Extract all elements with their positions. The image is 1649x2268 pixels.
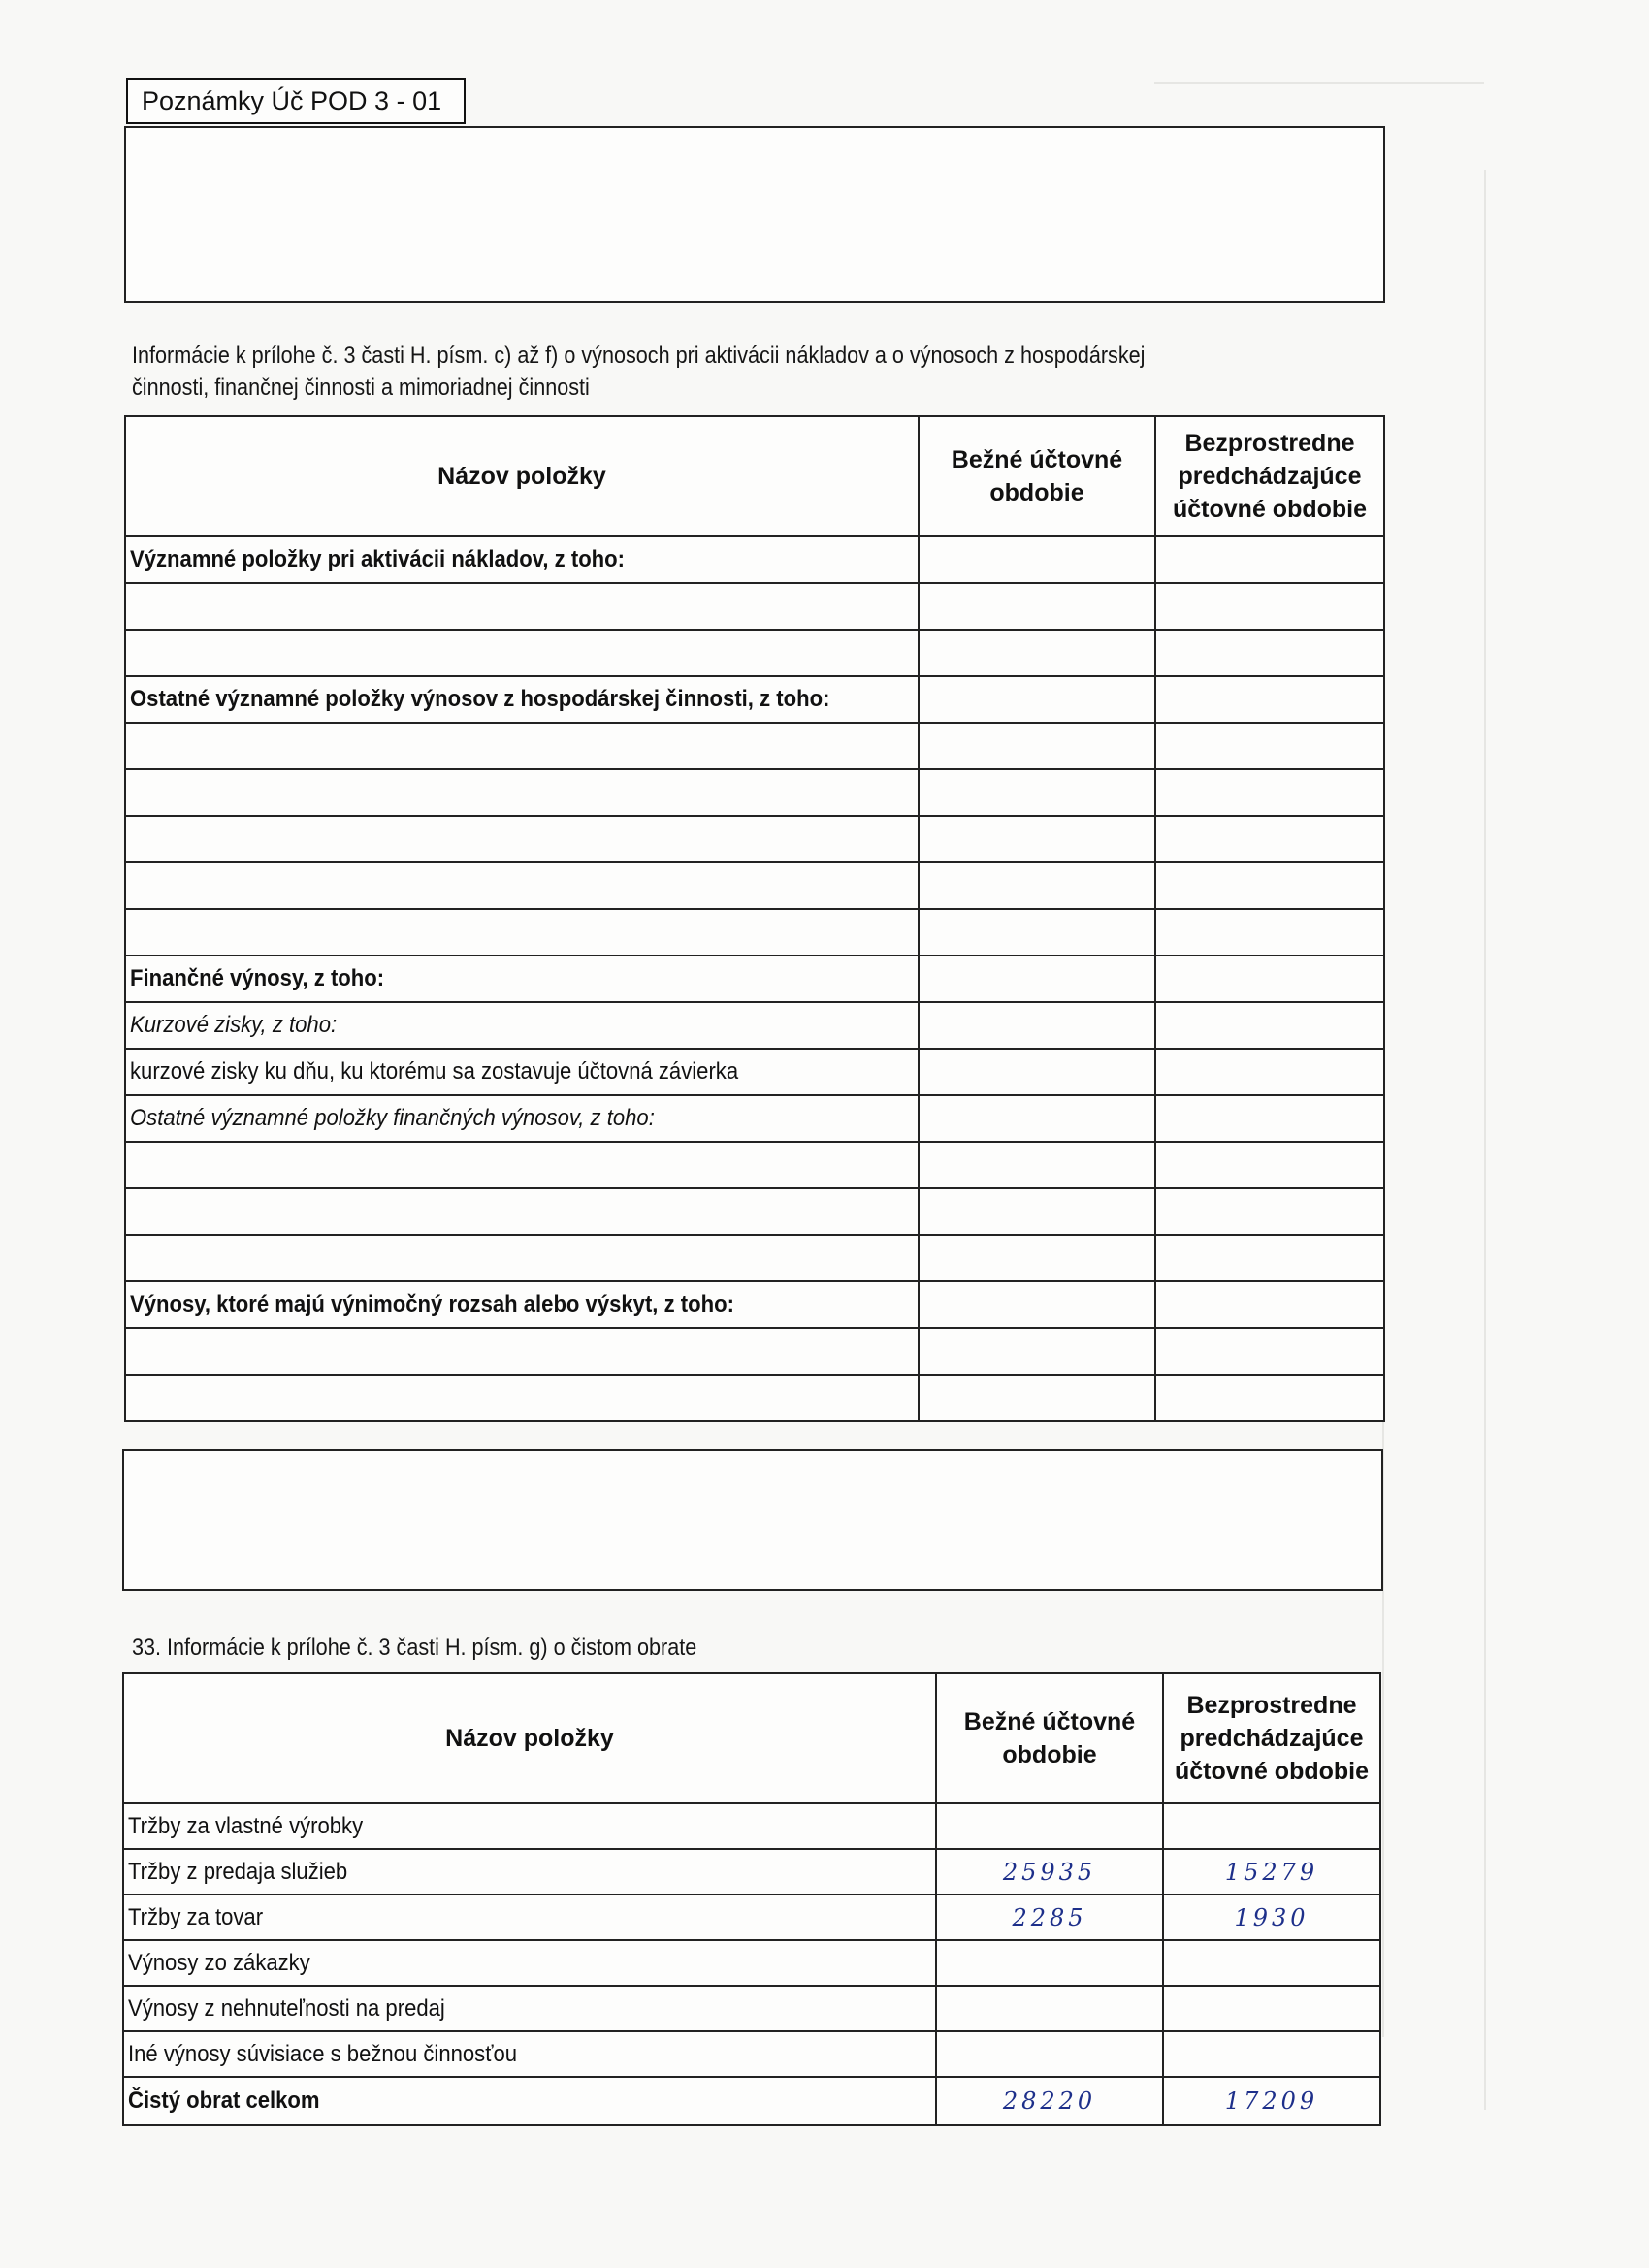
turnover-row-previous: 15279 — [1163, 1849, 1380, 1895]
turnover-row-current — [936, 2031, 1163, 2077]
turnover-row-previous — [1163, 1803, 1380, 1849]
empty-row-cell — [125, 909, 919, 956]
cell-current — [919, 536, 1155, 583]
column-header-current: Bežné účtovné obdobie — [919, 416, 1155, 536]
cell-previous — [1155, 1375, 1384, 1421]
column-header-name: Názov položky — [123, 1673, 936, 1803]
row-fx-gains: Kurzové zisky, z toho: — [125, 1002, 919, 1049]
cell-current — [919, 1328, 1155, 1375]
cell-previous — [1155, 909, 1384, 956]
turnover-row-current — [936, 1986, 1163, 2031]
cell-current — [919, 862, 1155, 909]
cell-previous — [1155, 1049, 1384, 1095]
empty-row-cell — [125, 816, 919, 862]
turnover-total-previous: 17209 — [1163, 2077, 1380, 2125]
turnover-row-current: 25935 — [936, 1849, 1163, 1895]
turnover-row-current — [936, 1803, 1163, 1849]
turnover-row-previous: 1930 — [1163, 1895, 1380, 1940]
cell-current — [919, 1281, 1155, 1328]
cell-current — [919, 1188, 1155, 1235]
section32-caption-line1: Informácie k prílohe č. 3 časti H. písm. c) až f) o výnosoch pri aktivácii nákladov a o výnosoch z hospodárskej — [132, 342, 1146, 369]
cell-previous — [1155, 1188, 1384, 1235]
section33-caption: 33. Informácie k prílohe č. 3 časti H. písm. g) o čistom obrate — [132, 1635, 697, 1661]
cell-previous — [1155, 1328, 1384, 1375]
turnover-row-previous — [1163, 1940, 1380, 1986]
turnover-row-label: Výnosy zo zákazky — [123, 1940, 936, 1986]
column-header-previous: Bezprostredne predchádzajúce účtovné obdobie — [1155, 416, 1384, 536]
row-other-financial: Ostatné významné položky finančných výnosov, z toho: — [125, 1095, 919, 1142]
empty-row-cell — [125, 630, 919, 676]
section32-caption-line2: činnosti, finančnej činnosti a mimoriadnej činnosti — [132, 374, 590, 401]
net-turnover-table — [122, 1672, 1381, 2126]
cell-current — [919, 630, 1155, 676]
turnover-row-current: 2285 — [936, 1895, 1163, 1940]
income-table — [124, 415, 1385, 1422]
row-financial: Finančné výnosy, z toho: — [125, 956, 919, 1002]
turnover-row-current — [936, 1940, 1163, 1986]
cell-previous — [1155, 1281, 1384, 1328]
cell-previous — [1155, 536, 1384, 583]
row-exceptional: Výnosy, ktoré majú výnimočný rozsah alebo výskyt, z toho: — [125, 1281, 919, 1328]
cell-previous — [1155, 630, 1384, 676]
cell-current — [919, 1002, 1155, 1049]
cell-previous — [1155, 956, 1384, 1002]
cell-previous — [1155, 583, 1384, 630]
column-header-previous: Bezprostredne predchádzajúce účtovné obdobie — [1163, 1673, 1380, 1803]
cell-current — [919, 816, 1155, 862]
empty-row-cell — [125, 1188, 919, 1235]
cell-previous — [1155, 1142, 1384, 1188]
form-label: Poznámky Úč POD 3 - 01 — [126, 78, 466, 124]
turnover-row-previous — [1163, 1986, 1380, 2031]
bleed-through-line — [1484, 170, 1486, 2110]
empty-row-cell — [125, 769, 919, 816]
turnover-row-label: Výnosy z nehnuteľnosti na predaj — [123, 1986, 936, 2031]
row-fx-gains-closing: kurzové zisky ku dňu, ku ktorému sa zostavuje účtovná závierka — [125, 1049, 919, 1095]
cell-previous — [1155, 1095, 1384, 1142]
row-other-income: Ostatné významné položky výnosov z hospodárskej činnosti, z toho: — [125, 676, 919, 723]
cell-current — [919, 1095, 1155, 1142]
turnover-row-label: Tržby za tovar — [123, 1895, 936, 1940]
turnover-row-label: Tržby z predaja služieb — [123, 1849, 936, 1895]
empty-row-cell — [125, 1375, 919, 1421]
cell-current — [919, 723, 1155, 769]
empty-row-cell — [125, 1328, 919, 1375]
cell-previous — [1155, 816, 1384, 862]
cell-previous — [1155, 1235, 1384, 1281]
cell-current — [919, 1049, 1155, 1095]
turnover-row-previous — [1163, 2031, 1380, 2077]
cell-current — [919, 769, 1155, 816]
cell-current — [919, 1375, 1155, 1421]
turnover-total-current: 28220 — [936, 2077, 1163, 2125]
cell-previous — [1155, 1002, 1384, 1049]
notes-box-middle — [122, 1449, 1383, 1591]
cell-current — [919, 1142, 1155, 1188]
empty-row-cell — [125, 723, 919, 769]
empty-row-cell — [125, 862, 919, 909]
cell-previous — [1155, 769, 1384, 816]
turnover-total-label: Čistý obrat celkom — [123, 2077, 936, 2125]
cell-current — [919, 1235, 1155, 1281]
cell-previous — [1155, 723, 1384, 769]
cell-current — [919, 909, 1155, 956]
empty-row-cell — [125, 1142, 919, 1188]
cell-current — [919, 676, 1155, 723]
notes-box-top — [124, 126, 1385, 303]
cell-current — [919, 583, 1155, 630]
row-activation: Významné položky pri aktivácii nákladov, z toho: — [125, 536, 919, 583]
cell-previous — [1155, 676, 1384, 723]
cell-current — [919, 956, 1155, 1002]
turnover-row-label: Iné výnosy súvisiace s bežnou činnosťou — [123, 2031, 936, 2077]
bleed-through-line — [1154, 82, 1484, 84]
empty-row-cell — [125, 583, 919, 630]
turnover-row-label: Tržby za vlastné výrobky — [123, 1803, 936, 1849]
column-header-current: Bežné účtovné obdobie — [936, 1673, 1163, 1803]
cell-previous — [1155, 862, 1384, 909]
empty-row-cell — [125, 1235, 919, 1281]
column-header-name: Názov položky — [125, 416, 919, 536]
